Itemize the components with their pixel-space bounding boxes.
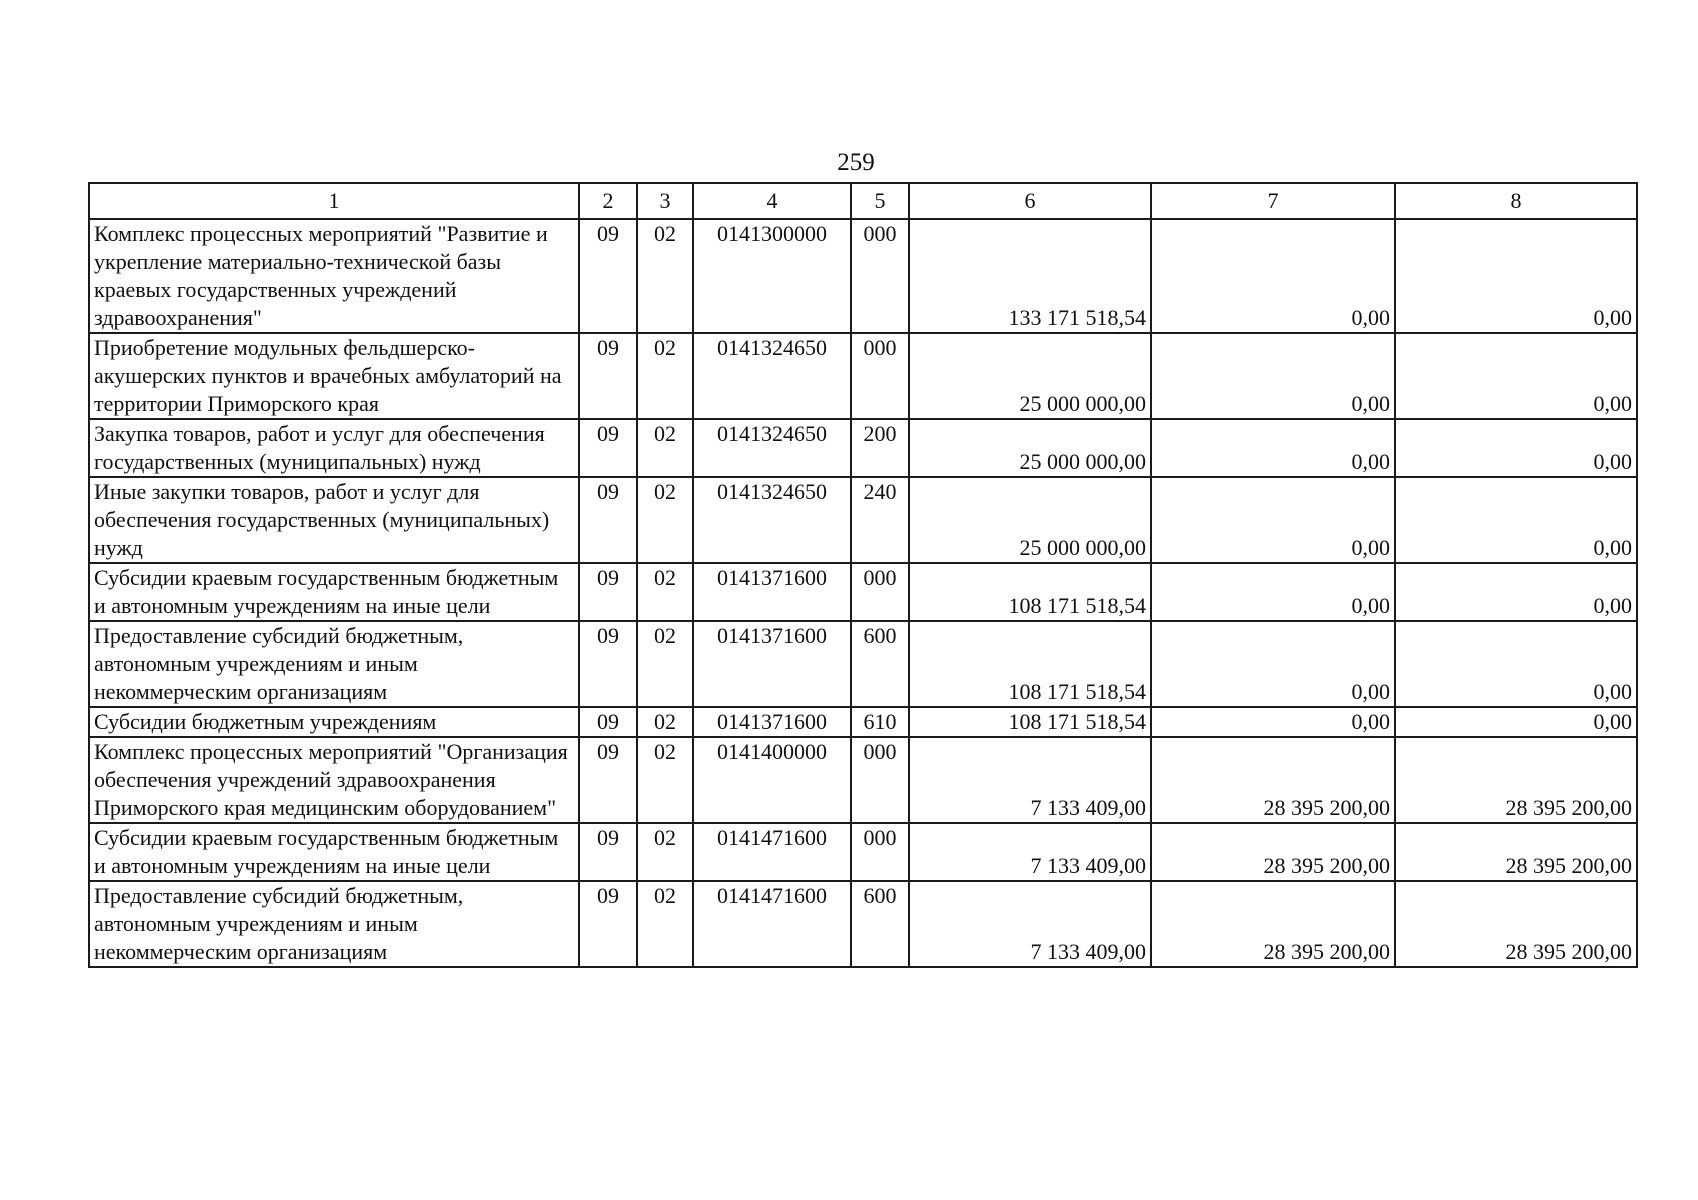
row-name-cell: Субсидии бюджетным учреждениям <box>89 707 579 737</box>
table-header-row <box>89 183 1637 219</box>
amount-col8-cell: 0,00 <box>1395 219 1637 333</box>
table-body <box>89 219 1637 967</box>
amount-col7-cell: 0,00 <box>1151 219 1395 333</box>
row-name-cell: Субсидии краевым государственным бюджетным и автономным учреждениям на иные цели <box>89 563 579 621</box>
section-code-cell: 09 <box>579 563 637 621</box>
row-name-cell: Приобретение модульных фельдшерско-акушерских пунктов и врачебных амбулаторий на территории Приморского края <box>89 333 579 419</box>
row-name-cell: Субсидии краевым государственным бюджетным и автономным учреждениям на иные цели <box>89 823 579 881</box>
subsection-code-cell: 02 <box>637 881 693 967</box>
amount-col7-cell: 28 395 200,00 <box>1151 737 1395 823</box>
subsection-code-cell: 02 <box>637 477 693 563</box>
amount-col6-cell: 108 171 518,54 <box>909 621 1151 707</box>
target-article-cell: 0141471600 <box>693 881 851 967</box>
amount-col6-cell: 25 000 000,00 <box>909 333 1151 419</box>
amount-col6-cell: 25 000 000,00 <box>909 419 1151 477</box>
subsection-code-cell: 02 <box>637 419 693 477</box>
row-name-cell: Предоставление субсидий бюджетным, автономным учреждениям и иным некоммерческим организациям <box>89 621 579 707</box>
amount-col8-cell: 0,00 <box>1395 333 1637 419</box>
amount-col6-cell: 25 000 000,00 <box>909 477 1151 563</box>
page-number: 259 <box>837 149 875 176</box>
table-row <box>89 563 1637 621</box>
amount-col7-cell: 0,00 <box>1151 621 1395 707</box>
column-header: 4 <box>693 183 851 219</box>
section-code-cell: 09 <box>579 621 637 707</box>
table-row <box>89 419 1637 477</box>
row-name-cell: Предоставление субсидий бюджетным, автономным учреждениям и иным некоммерческим организациям <box>89 881 579 967</box>
target-article-cell: 0141324650 <box>693 333 851 419</box>
section-code-cell: 09 <box>579 419 637 477</box>
target-article-cell: 0141324650 <box>693 477 851 563</box>
amount-col7-cell: 0,00 <box>1151 333 1395 419</box>
table-row <box>89 707 1637 737</box>
amount-col7-cell: 0,00 <box>1151 477 1395 563</box>
expense-type-cell: 610 <box>851 707 909 737</box>
amount-col8-cell: 0,00 <box>1395 419 1637 477</box>
expense-type-cell: 000 <box>851 219 909 333</box>
target-article-cell: 0141471600 <box>693 823 851 881</box>
target-article-cell: 0141400000 <box>693 737 851 823</box>
amount-col7-cell: 0,00 <box>1151 563 1395 621</box>
expense-type-cell: 000 <box>851 823 909 881</box>
column-header: 1 <box>89 183 579 219</box>
column-header: 3 <box>637 183 693 219</box>
expense-type-cell: 600 <box>851 881 909 967</box>
amount-col6-cell: 133 171 518,54 <box>909 219 1151 333</box>
target-article-cell: 0141371600 <box>693 563 851 621</box>
expense-type-cell: 200 <box>851 419 909 477</box>
subsection-code-cell: 02 <box>637 707 693 737</box>
section-code-cell: 09 <box>579 707 637 737</box>
budget-table <box>88 182 1638 968</box>
section-code-cell: 09 <box>579 477 637 563</box>
amount-col8-cell: 0,00 <box>1395 477 1637 563</box>
amount-col6-cell: 7 133 409,00 <box>909 881 1151 967</box>
row-name-cell: Закупка товаров, работ и услуг для обеспечения государственных (муниципальных) нужд <box>89 419 579 477</box>
column-header: 5 <box>851 183 909 219</box>
table-row <box>89 333 1637 419</box>
target-article-cell: 0141300000 <box>693 219 851 333</box>
target-article-cell: 0141324650 <box>693 419 851 477</box>
target-article-cell: 0141371600 <box>693 621 851 707</box>
expense-type-cell: 240 <box>851 477 909 563</box>
column-header: 8 <box>1395 183 1637 219</box>
column-header: 6 <box>909 183 1151 219</box>
section-code-cell: 09 <box>579 333 637 419</box>
section-code-cell: 09 <box>579 881 637 967</box>
amount-col8-cell: 28 395 200,00 <box>1395 823 1637 881</box>
row-name-cell: Комплекс процессных мероприятий "Организация обеспечения учреждений здравоохранения Приморского края медицинским оборудованием" <box>89 737 579 823</box>
amount-col8-cell: 0,00 <box>1395 621 1637 707</box>
subsection-code-cell: 02 <box>637 333 693 419</box>
table-row <box>89 621 1637 707</box>
column-header: 2 <box>579 183 637 219</box>
amount-col8-cell: 28 395 200,00 <box>1395 881 1637 967</box>
amount-col8-cell: 0,00 <box>1395 563 1637 621</box>
subsection-code-cell: 02 <box>637 823 693 881</box>
table-row <box>89 477 1637 563</box>
amount-col8-cell: 28 395 200,00 <box>1395 737 1637 823</box>
amount-col7-cell: 28 395 200,00 <box>1151 881 1395 967</box>
section-code-cell: 09 <box>579 737 637 823</box>
expense-type-cell: 000 <box>851 737 909 823</box>
table-row <box>89 881 1637 967</box>
table-row <box>89 823 1637 881</box>
row-name-cell: Иные закупки товаров, работ и услуг для обеспечения государственных (муниципальных) нужд <box>89 477 579 563</box>
subsection-code-cell: 02 <box>637 219 693 333</box>
expense-type-cell: 000 <box>851 333 909 419</box>
column-header: 7 <box>1151 183 1395 219</box>
amount-col7-cell: 0,00 <box>1151 707 1395 737</box>
amount-col7-cell: 28 395 200,00 <box>1151 823 1395 881</box>
subsection-code-cell: 02 <box>637 737 693 823</box>
amount-col8-cell: 0,00 <box>1395 707 1637 737</box>
section-code-cell: 09 <box>579 823 637 881</box>
target-article-cell: 0141371600 <box>693 707 851 737</box>
expense-type-cell: 600 <box>851 621 909 707</box>
table-row <box>89 737 1637 823</box>
section-code-cell: 09 <box>579 219 637 333</box>
amount-col7-cell: 0,00 <box>1151 419 1395 477</box>
row-name-cell: Комплекс процессных мероприятий "Развитие и укрепление материально-технической базы краевых государственных учреждений здравоохранения" <box>89 219 579 333</box>
amount-col6-cell: 108 171 518,54 <box>909 563 1151 621</box>
amount-col6-cell: 108 171 518,54 <box>909 707 1151 737</box>
subsection-code-cell: 02 <box>637 621 693 707</box>
amount-col6-cell: 7 133 409,00 <box>909 823 1151 881</box>
table-row <box>89 219 1637 333</box>
expense-type-cell: 000 <box>851 563 909 621</box>
subsection-code-cell: 02 <box>637 563 693 621</box>
amount-col6-cell: 7 133 409,00 <box>909 737 1151 823</box>
